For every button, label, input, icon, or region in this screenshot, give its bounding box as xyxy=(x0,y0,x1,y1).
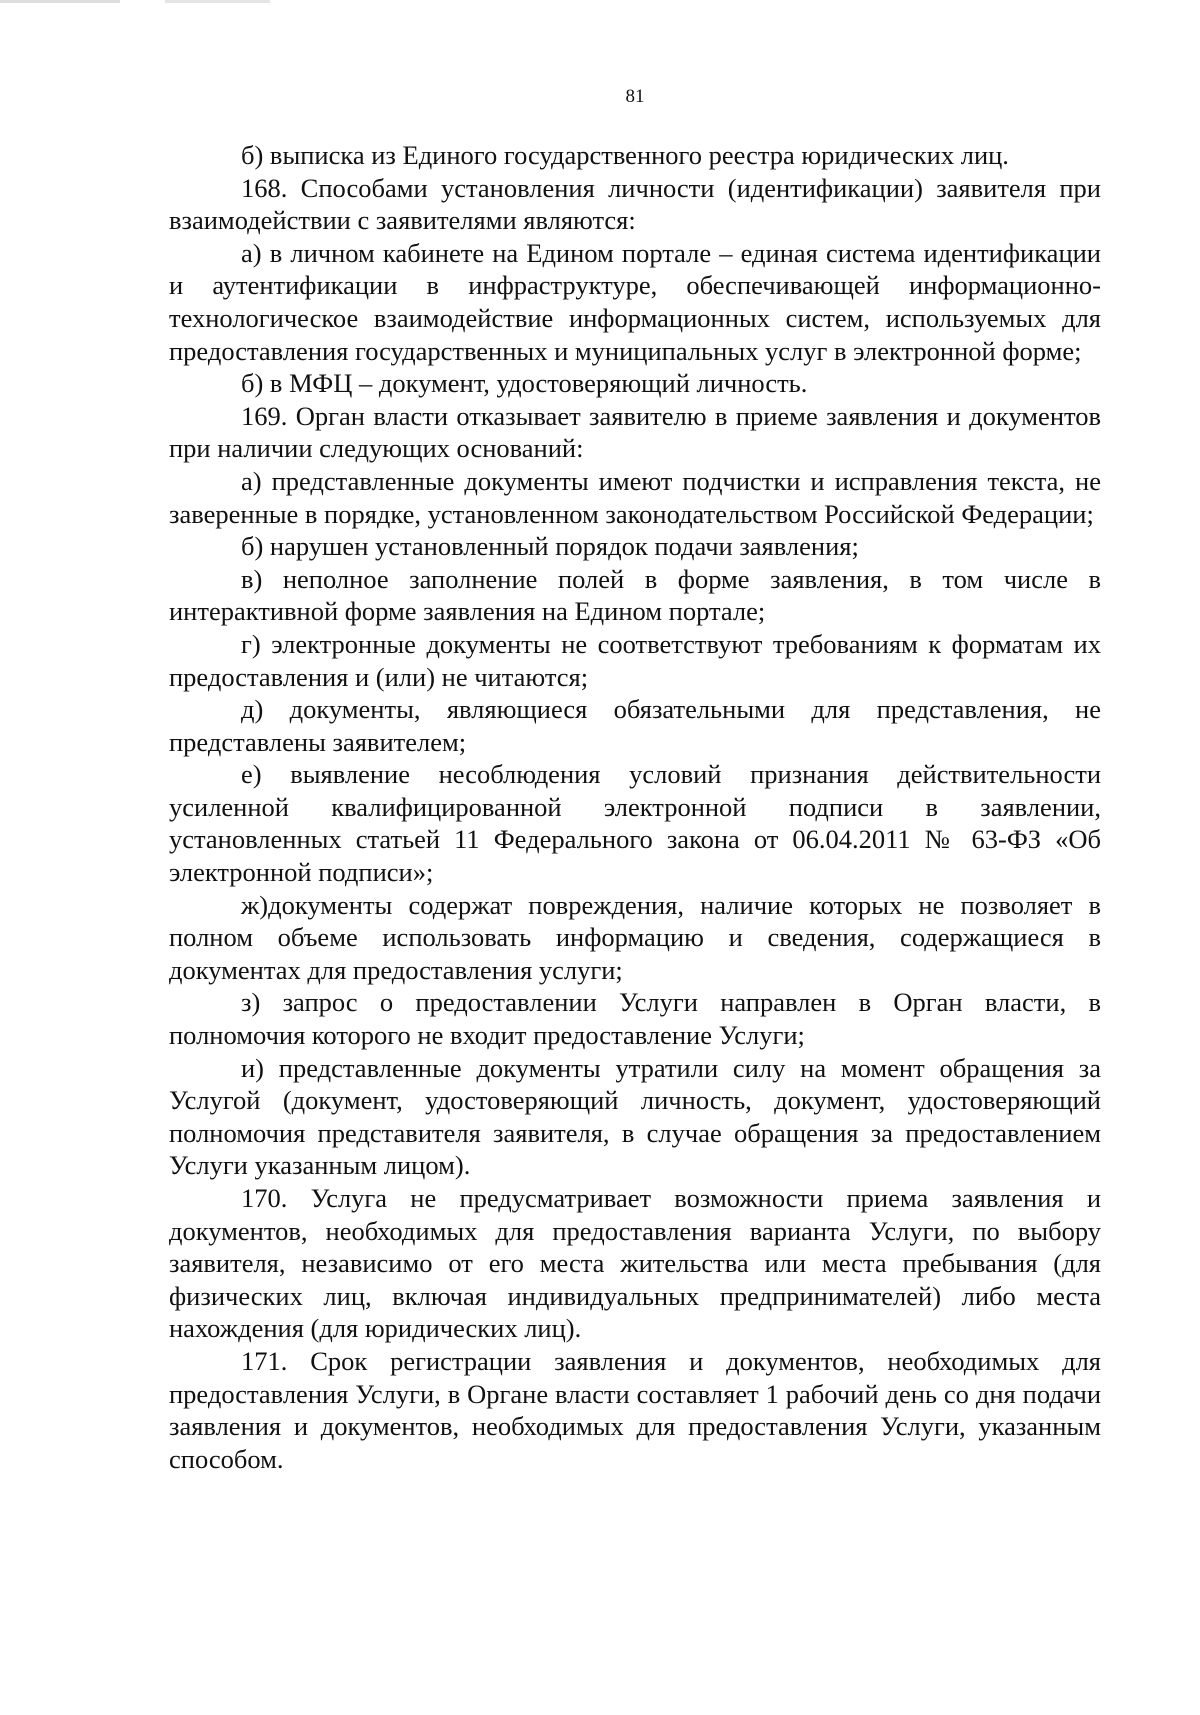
paragraph-169-e: е) выявление несоблюдения условий признания действительности усиленной квалифицированной электронной подписи в заявлении, установленных статьей 11 Федерального закона от 06.04.2011 № 63-ФЗ «Об электронной подписи»; xyxy=(169,759,1101,888)
paragraph-b-egrul-extract: б) выписка из Единого государственного реестра юридических лиц. xyxy=(241,140,1009,170)
paragraph-168-a: а) в личном кабинете на Едином портале – единая система идентификации и аутентификации в инфраструктуре, обеспечивающей информационно-технологическое взаимодействие информационных систем, используемых для предоставления государственных и муниципальных услуг в электронной форме; xyxy=(169,237,1101,366)
paragraph-169-g: г) электронные документы не соответствуют требованиям к форматам их предоставления и (или) не читаются; xyxy=(169,628,1101,692)
paragraph-169-v: в) неполное заполнение полей в форме заявления, в том числе в интерактивной форме заявления на Едином портале; xyxy=(169,563,1101,627)
page-number: 81 xyxy=(625,86,645,107)
paragraph-169-d: д) документы, являющиеся обязательными для представления, не представлены заявителем; xyxy=(169,694,1101,757)
paragraph-168: 168. Способами установления личности (идентификации) заявителя при взаимодействии с заявителями являются: xyxy=(169,172,1101,236)
paragraph-169: 169. Орган власти отказывает заявителю в приеме заявления и документов при наличии следующих оснований: xyxy=(169,400,1101,464)
paragraph-169-i: и) представленные документы утратили силу на момент обращения за Услугой (документ, удостоверяющий личность, документ, удостоверяющий полномочия представителя заявителя, в случае обращения за предоставлением Услуги указанным лицом). xyxy=(169,1052,1101,1181)
paragraph-170: 170. Услуга не предусматривает возможности приема заявления и документов, необходимых для предоставления варианта Услуги, по выбору заявителя, независимо от его места жительства или места пребывания (для физических лиц, включая индивидуальных предпринимателей) либо места нахождения (для юридических лиц). xyxy=(169,1183,1101,1344)
paragraph-169-a: а) представленные документы имеют подчистки и исправления текста, не заверенные в порядке, установленном законодательством Российской Федерации; xyxy=(169,465,1101,529)
document-body xyxy=(169,139,1101,1475)
paragraph-169-zh: ж)документы содержат повреждения, наличие которых не позволяет в полном объеме использовать информацию и сведения, содержащиеся в документах для предоставления услуги; xyxy=(169,889,1101,985)
scan-artifact xyxy=(0,0,300,3)
paragraph-169-z: з) запрос о предоставлении Услуги направлен в Орган власти, в полномочия которого не входит предоставление Услуги; xyxy=(169,987,1101,1051)
paragraph-168-b: б) в МФЦ – документ, удостоверяющий личность. xyxy=(241,368,808,399)
paragraph-169-b: б) нарушен установленный порядок подачи заявления; xyxy=(241,531,859,562)
paragraph-171: 171. Срок регистрации заявления и документов, необходимых для предоставления Услуги, в Органе власти составляет 1 рабочий день со дня подачи заявления и документов, необходимых для предоставления Услуги, указанным способом. xyxy=(169,1345,1101,1474)
